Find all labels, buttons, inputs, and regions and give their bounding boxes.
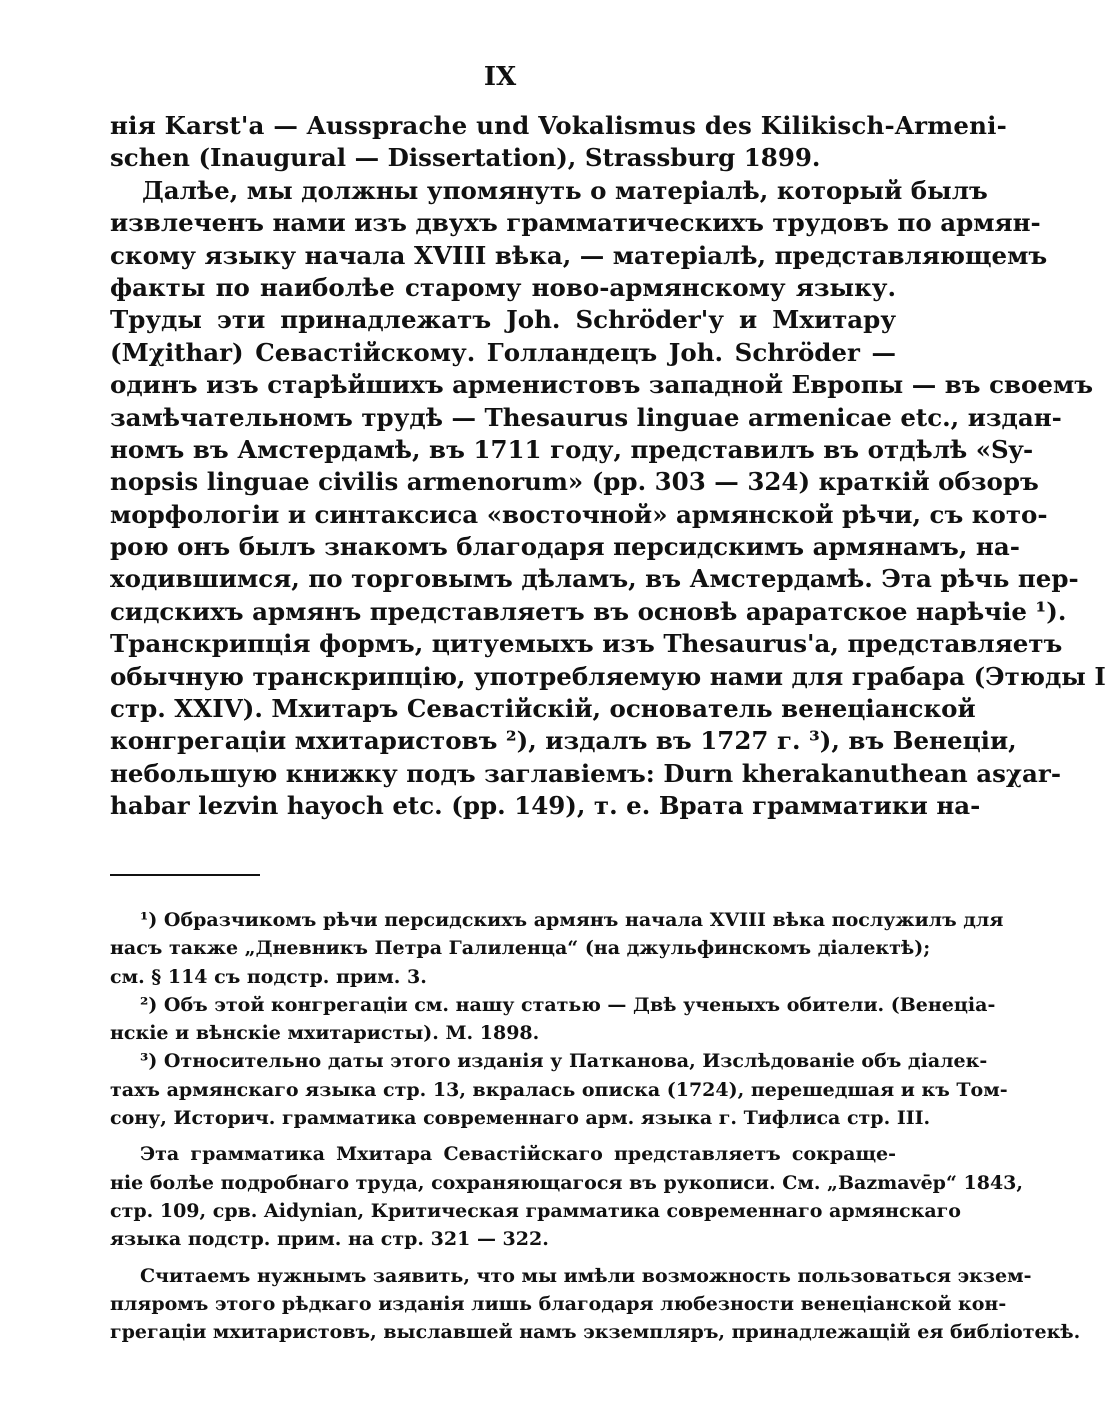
- text-line: рою онъ былъ знакомъ благодаря персидскимъ армянамъ, на-: [110, 532, 1020, 562]
- footnote-3-final-line: пляромъ этого рѣдкаго изданія лишь благодаря любезности венеціанской кон-: [110, 1292, 1007, 1315]
- text-line: Транскрипція формъ, цитуемыхъ изъ Thesaurus'a, представляетъ: [110, 629, 1063, 659]
- paragraph-gap: [110, 1254, 896, 1262]
- footnote-3-cont-line: стр. 109, срв. Aidynian, Критическая грамматика современнаго армянскаго: [110, 1199, 961, 1222]
- text-line: замѣчательномъ трудѣ — Thesaurus linguae armenicae etc., издан-: [110, 402, 1062, 432]
- footnote-1-line: см. § 114 съ подстр. прим. 3.: [110, 965, 427, 988]
- footnote-3-final-line: Считаемъ нужнымъ заявить, что мы имѣли возможность пользоваться экзем-: [140, 1264, 1032, 1287]
- footnote-3-cont-line: Эта грамматика Мхитара Севастійскаго представляетъ сокраще-: [140, 1143, 896, 1166]
- footnote-3-line: сону, Историч. грамматика современнаго арм. языка г. Тифлиса стр. III.: [110, 1107, 931, 1130]
- footnote-1-line: ¹) Образчикомъ рѣчи персидскихъ армянъ начала XVIII вѣка послужилъ для: [140, 909, 1004, 931]
- footnote-3-line: ³) Относительно даты этого изданія у Патканова, Изслѣдованіе объ діалек-: [140, 1050, 988, 1073]
- text-line: обычную транскрипцію, употребляемую нами для грабара (Этюды I: [110, 661, 1106, 691]
- text-line: nopsis linguae civilis armenorum» (pp. 303 — 324) краткій обзоръ: [110, 467, 1039, 497]
- footnotes: [110, 906, 1081, 1346]
- text-line: извлеченъ нами изъ двухъ грамматическихъ трудовъ по армян-: [110, 208, 1041, 238]
- text-line: Труды эти принадлежатъ Joh. Schröder'у и Мхитару: [110, 305, 896, 335]
- text-line: (Mχithar) Севастійскому. Голландецъ Joh. Schröder —: [110, 337, 896, 367]
- footnote-3-cont-line: ніе болѣе подробнаго труда, сохраняющагося въ рукописи. См. „Bazmavēp“ 1843,: [110, 1171, 1024, 1194]
- text-line: habar lezvin hayoch etc. (pp. 149), т. е. Врата грамматики на-: [110, 791, 981, 821]
- text-line: стр. XXIV). Мхитаръ Севастійскій, основатель венеціанской: [110, 694, 976, 724]
- text-line: schen (Inaugural — Dissertation), Strassburg 1899.: [110, 143, 821, 173]
- text-line: факты по наиболѣе старому ново-армянскому языку.: [110, 272, 896, 302]
- text-line: нія Karst'a — Aussprache und Vokalismus des Kilikisch-Armeni-: [110, 111, 1008, 140]
- text-line: небольшую книжку подъ заглавіемъ: Durn kherakanuthean asχar-: [110, 758, 1061, 788]
- footnote-3-cont-line: языка подстр. прим. на стр. 321 — 322.: [110, 1228, 549, 1251]
- paragraph-gap: [110, 1132, 896, 1140]
- text-line: номъ въ Амстердамѣ, въ 1711 году, представилъ въ отдѣлѣ «Sy-: [110, 434, 1034, 464]
- footnote-3-final-line: грегаціи мхитаристовъ, выславшей намъ экземпляръ, принадлежащій ея библіотекѣ.: [110, 1321, 1081, 1344]
- footnote-2-line: ²) Объ этой конгрегаціи см. нашу статью — Двѣ ученыхъ обители. (Венеціа-: [140, 993, 996, 1016]
- text-line: ходившимся, по торговымъ дѣламъ, въ Амстердамѣ. Эта рѣчь пер-: [110, 564, 1079, 594]
- footnote-2-line: нскіе и вѣнскіе мхитаристы). М. 1898.: [110, 1022, 540, 1045]
- footnote-divider: [110, 874, 260, 876]
- footnote-1-line: насъ также „Дневникъ Петра Галиленца“ (на джульфинскомъ діалектѣ);: [110, 937, 931, 960]
- page-number: IX: [483, 62, 517, 92]
- text-line: сидскихъ армянъ представляетъ въ основѣ араратское нарѣчіе ¹).: [110, 596, 1067, 626]
- main-text: [110, 110, 1106, 823]
- text-line: конгрегаціи мхитаристовъ ²), издалъ въ 1727 г. ³), въ Венеціи,: [110, 726, 1017, 756]
- text-line: морфологіи и синтаксиса «восточной» армянской рѣчи, съ кото-: [110, 499, 1048, 529]
- footnote-3-line: тахъ армянскаго языка стр. 13, вкралась описка (1724), перешедшая и къ Том-: [110, 1078, 1008, 1101]
- text-line: одинъ изъ старѣйшихъ арменистовъ западной Европы — въ своемъ: [110, 370, 1094, 400]
- text-line: Далѣе, мы должны упомянуть о матеріалѣ, который былъ: [142, 175, 988, 205]
- text-line: скому языку начала XVIII вѣка, — матеріалѣ, представляющемъ: [110, 240, 1048, 270]
